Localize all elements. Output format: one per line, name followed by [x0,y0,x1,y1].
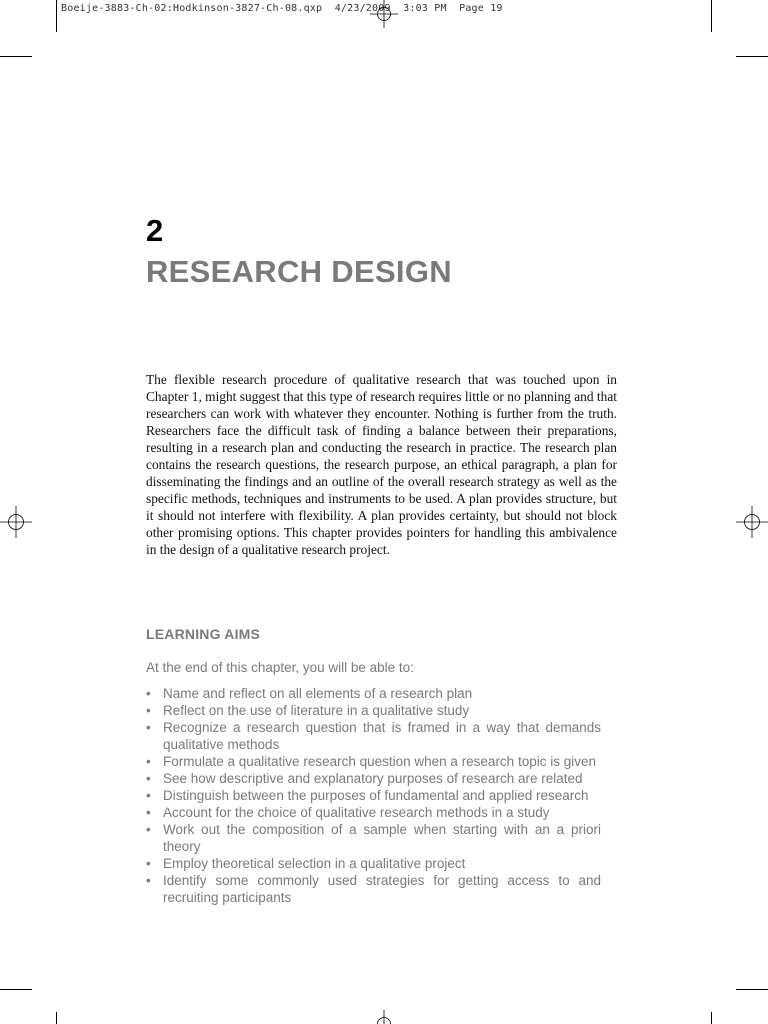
registration-mark-left [0,506,32,538]
chapter-title: RESEARCH DESIGN [146,254,452,289]
crop-mark-bottom-left-horizontal [0,989,32,990]
print-slug: Boeije-3883-Ch-02:Hodkinson-3827-Ch-08.qxp 4/23/2009 3:03 PM Page 19 [61,3,503,14]
list-item: • See how descriptive and explanatory purposes of research are related [146,770,601,787]
list-item: • Distinguish between the purposes of fundamental and applied research [146,787,601,804]
crop-mark-top-right-vertical [711,0,712,32]
crop-mark-bottom-left-vertical [56,1012,57,1024]
list-item: • Account for the choice of qualitative research methods in a study [146,804,601,821]
chapter-number: 2 [146,213,164,248]
list-item: • Reflect on the use of literature in a qualitative study [146,702,601,719]
crop-mark-bottom-right-vertical [711,1012,712,1024]
list-item: • Work out the composition of a sample when starting with an a priori theory [146,821,601,855]
crop-mark-top-right-horizontal [736,56,768,57]
list-item: • Name and reflect on all elements of a research plan [146,685,601,702]
crop-mark-top-left-horizontal [0,56,32,57]
registration-mark-right [736,506,768,538]
list-item: • Identify some commonly used strategies for getting access to and recruiting participants [146,872,601,906]
learning-aims-heading: LEARNING AIMS [146,626,261,642]
crop-mark-top-left-vertical [56,0,57,32]
list-item: • Employ theoretical selection in a qualitative project [146,855,601,872]
list-item: • Recognize a research question that is framed in a way that demands qualitative methods [146,719,601,753]
list-item: • Formulate a qualitative research question when a research topic is given [146,753,601,770]
learning-aims-list [146,685,601,906]
registration-mark-top [370,0,398,28]
intro-paragraph: The flexible research procedure of qualitative research that was touched upon in Chapter 1, might suggest that this type of research requires little or no planning and that researchers can work with whatever they encounter. Nothing is further from the truth. Researchers face the difficult task of finding a balance between their preparations, resulting in a research plan and conducting the research in practice. The research plan contains the research questions, the research purpose, an ethical paragraph, a plan for disseminating the findings and an outline of the overall research strategy as well as the specific methods, techniques and instruments to be used. A plan provides structure, but it should not interfere with flexibility. A plan provides certainty, but should not block other promising options. This chapter provides pointers for handling this ambivalence in the design of a qualitative research project. [146,372,617,557]
learning-aims-intro: At the end of this chapter, you will be able to: [146,660,414,675]
registration-mark-bottom [370,1010,398,1024]
crop-mark-bottom-right-horizontal [736,989,768,990]
